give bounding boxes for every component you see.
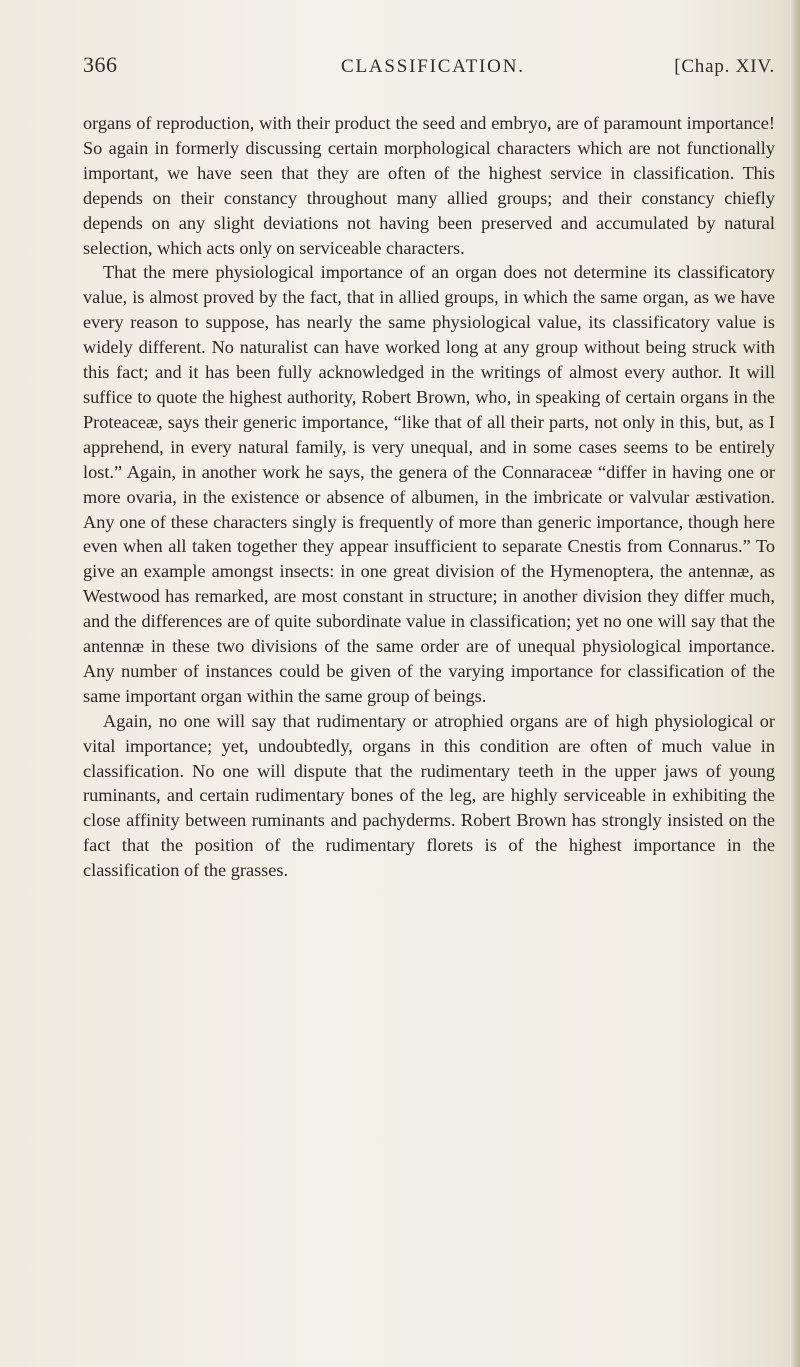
paragraph-continuation: organs of reproduction, with their product the seed and embryo, are of paramount importance! So again in formerly discussing certain morphological characters which are not functionally important, we have seen that they are often of the highest service in classification. This depends on their constancy throughout many allied groups; and their constancy chiefly depends on any slight deviations not having been preserved and accumulated by natural selection, which acts only on serviceable characters.: [83, 113, 775, 258]
page-header: [83, 52, 775, 92]
running-head: CLASSIFICATION.: [341, 56, 525, 77]
paragraph-rudimentary-organs: Again, no one will say that rudimentary or atrophied organs are of high physiological or vital importance; yet, undoubtedly, organs in this condition are often of much value in classification. No one will dispute that the rudimentary teeth in the upper jaws of young ruminants, and certain rudimentary bones of the leg, are highly serviceable in exhibiting the close affinity between ruminants and pachyderms. Robert Brown has strongly insisted on the fact that the position of the rudimentary florets is of the highest importance in the classification of the grasses.: [83, 710, 775, 881]
chapter-mark: [Chap. XIV.: [674, 56, 775, 77]
paragraph-physiological-importance: That the mere physiological importance of an organ does not determine its classificatory value, is almost proved by the fact, that in allied groups, in which the same organ, as we have every reason to suppose, has nearly the same physiological value, its classificatory value is widely different. No naturalist can have worked long at any group without being struck with this fact; and it has been fully acknowledged in the writings of almost every author. It will suffice to quote the highest authority, Robert Brown, who, in speaking of certain organs in the Proteaceæ, says their generic importance, “like that of all their parts, not only in this, but, as I apprehend, in every natural family, is very unequal, and in some cases seems to be entirely lost.” Again, in another work he says, the genera of the Connaraceæ “differ in having one or more ovaria, in the existence or absence of albumen, in the imbricate or valvular æstivation. Any one of these characters singly is frequently of more than generic importance, though here even when all taken together they appear insufficient to separate Cnestis from Connarus.” To give an example amongst insects: in one great division of the Hymenoptera, the antennæ, as Westwood has remarked, are most constant in structure; in another division they differ much, and the differences are of quite subordinate value in classification; yet no one will say that the antennæ in these two divisions of the same order are of unequal physiological importance. Any number of instances could be given of the varying importance for classification of the same important organ within the same group of beings.: [83, 262, 775, 706]
page-edge-shadow: [790, 0, 800, 1367]
page-number: 366: [83, 52, 118, 77]
body-text: [83, 111, 775, 883]
